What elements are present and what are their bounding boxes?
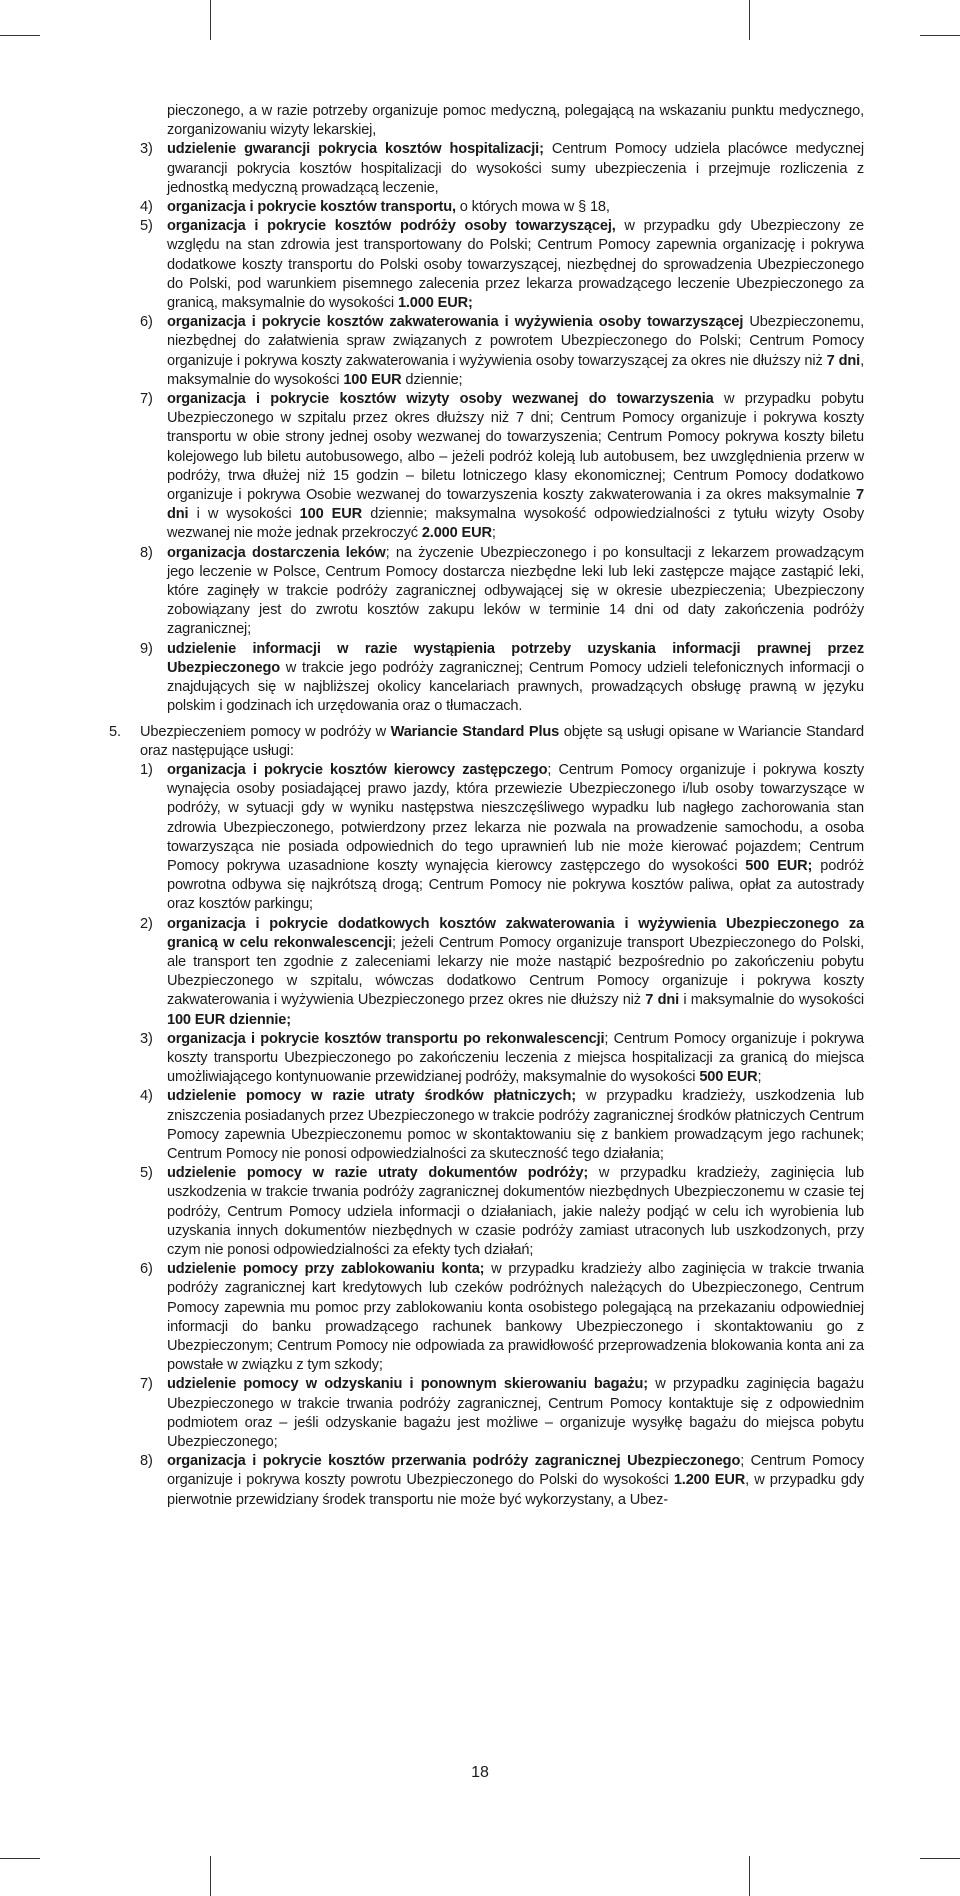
item-number: 4) (140, 199, 153, 216)
item-text: , w przypadku gdy pierwotnie przewidziany środek transportu nie może być wykorzystany, a Ubez- (167, 1472, 864, 1508)
item-text: , maksymalnie do wysokości (167, 352, 864, 388)
item-text: o których mowa w § 18, (455, 199, 610, 216)
section-5 (109, 723, 864, 761)
crop-mark (920, 35, 960, 36)
item-bold-text: 2.000 EUR (421, 525, 492, 542)
list-item (140, 761, 864, 915)
item-text: ; Centrum Pomocy organizuje i pokrywa koszty wynajęcia osoby posiadającej prawo jazdy, która przewiezie Ubezpieczonego i/lub osoby towarzyszące w podróży, w sytuacji gdy w wyniku następstwa nieszczęśliwego wypadku lub nagłego zachorowania stan zdrowia Ubezpieczonego, potwierdzony przez lekarza nie pozwala na prowadzenie samochodu, a osoba towarzysząca nie posiada odpowiednich do tego uprawnień lub nie może kierować pojazdem; Centrum Pomocy pokrywa uzasadnione koszty wynajęcia kierowcy zastępczego do wysokości (167, 761, 864, 874)
item-bold-text: udzielenie pomocy w odzyskaniu i ponownym skierowaniu bagażu; (167, 1376, 648, 1393)
list-b (140, 761, 864, 1510)
item-text: dziennie; (401, 371, 463, 388)
item-number: 3) (140, 1030, 153, 1047)
item-text: i w wysokości (188, 506, 300, 523)
item-text: Ubezpieczonemu, niezbędnej do załatwienia spraw związanych z powrotem Ubezpieczonego do Polski; Centrum Pomocy organizuje i pokrywa koszty zakwaterowania i wyżywienia osoby towarzyszącej za okres nie dłuższy niż (167, 314, 864, 369)
item-number: 2) (140, 915, 153, 932)
item-number: 8) (140, 1453, 153, 1470)
item-bold-text: organizacja i pokrycie kosztów wizyty osoby wezwanej do towarzyszenia (167, 391, 714, 408)
list-item (140, 1260, 864, 1375)
item-number: 5) (140, 1165, 153, 1182)
section-text-end: objęte są usługi opisane w Wariancie Standard oraz następujące usługi: (140, 723, 864, 759)
item-number: 7) (140, 1376, 153, 1393)
item-number: 7) (140, 391, 153, 408)
list-a (140, 140, 864, 716)
item-bold-text: 7 dni (167, 487, 864, 523)
item-bold-text: 100 EUR (343, 371, 402, 388)
item-bold-text: 100 EUR (299, 506, 363, 523)
item-text: w przypadku gdy Ubezpieczony ze względu na stan zdrowia jest transportowany do Polski; Centrum Pomocy zapewnia organizację i pokrywa dodatkowe koszty transportu do Polski osoby towarzyszącej, niezbędnej do sprowadzenia Ubezpieczonego do Polski, pod warunkiem pisemnego zalecenia przez lekarza prowadzącego leczenie Ubezpieczonego za granicą, maksymalnie do wysokości (167, 218, 864, 312)
list-item (140, 1164, 864, 1260)
item-text: podróż powrotna odbywa się najkrótszą drogą; Centrum Pomocy nie pokrywa kosztów paliwa, opłat za autostrady oraz kosztów parkingu; (167, 857, 864, 913)
item-text: w przypadku zaginięcia bagażu Ubezpieczonego w trakcie trwania podróży zagranicznej, Centrum Pomocy kontaktuje się z odpowiednim podmiotem oraz – jeśli odzyskanie bagażu jest możliwe – organizuje wysyłkę bagażu do miejsca pobytu Ubezpieczonego; (167, 1376, 864, 1451)
item-bold-text: udzielenie pomocy przy zablokowaniu konta; (167, 1261, 485, 1278)
item-bold-text: organizacja i pokrycie kosztów przerwania podróży zagranicznej Ubezpieczonego (167, 1453, 741, 1470)
crop-mark (749, 0, 750, 40)
crop-mark (749, 1856, 750, 1896)
item-number: 8) (140, 544, 153, 561)
crop-mark (0, 1858, 40, 1859)
item-bold-text: organizacja dostarczenia leków (167, 544, 386, 561)
document-body (109, 102, 865, 1510)
list-item (140, 544, 864, 640)
item-number: 9) (140, 640, 153, 657)
item-bold-text: 7 dni (645, 992, 679, 1009)
item-bold-text: 500 EUR (699, 1069, 758, 1086)
list-item (140, 1375, 864, 1452)
item-bold-text: organizacja i pokrycie kosztów kierowcy zastępczego (167, 761, 548, 778)
item-number: 3) (140, 141, 153, 158)
item-text: w przypadku kradzieży, zaginięcia lub uszkodzenia w trakcie trwania podróży zagranicznej dokumentów niezbędnych Ubezpieczonemu w czasie tej podróży, Centrum Pomocy udziela informacji o działaniach, jakie należy podjąć w celu ich wyrobienia lub uzyskania innych dokumentów niezbędnych w czasie podróży zamiast utraconych lub uszkodzonych, przy czym nie ponosi odpowiedzialności za efekty tych działań; (167, 1165, 864, 1258)
item-text: dziennie; maksymalna wysokość odpowiedzialności z tytułu wizyty Osoby wezwanej nie może jednak przekroczyć (167, 506, 864, 542)
item-number: 6) (140, 1261, 153, 1278)
page-number: 18 (471, 1764, 489, 1781)
crop-mark (0, 35, 40, 36)
list-item (140, 140, 864, 198)
item-bold-text: 500 EUR; (745, 857, 813, 874)
list-item (140, 217, 864, 313)
list-item (140, 390, 864, 544)
item-number: 4) (140, 1088, 153, 1105)
item-text: Centrum Pomocy udziela placówce medycznej gwarancji pokrycia kosztów hospitalizacji do wysokości sumy ubezpieczenia i przejmuje rozliczenia z jednostką medyczną prowadzącą leczenie, (167, 141, 864, 196)
item-text: ; (491, 525, 496, 542)
item-text: ; jeżeli Centrum Pomocy organizuje transport Ubezpieczonego do Polski, ale transport ten zgodnie z zaleceniami lekarzy nie może nastąpić bezpośrednio po zakończeniu pobytu Ubezpieczonego w szpitalu, wówczas dodatkowo Centrum Pomocy organizuje i pokrywa koszty zakwaterowania i wyżywienia Ubezpieczonego przez okres nie dłuższy niż (167, 934, 864, 1009)
item-bold-text: 1.200 EUR (673, 1472, 746, 1489)
crop-mark (920, 1858, 960, 1859)
item-text: ; (757, 1069, 762, 1086)
list-item (140, 1452, 864, 1510)
item-bold-text: udzielenie informacji w razie wystąpienia potrzeby uzyskania informacji prawnej przez Ubezpieczonego (167, 640, 864, 676)
list-item (140, 1087, 864, 1164)
list-item (140, 915, 864, 1030)
crop-mark (210, 0, 211, 40)
item-text: w przypadku kradzieży albo zaginięcia w trakcie trwania podróży zagranicznej kart kredytowych lub czeków podróżnych należących do Ubezpieczonego, Centrum Pomocy zapewnia mu pomoc przy zablokowaniu konta osobistego polegającą na przekazaniu odpowiedniej informacji do banku prowadzącego rachunek bankowy Ubezpieczonego i skontaktowaniu go z Ubezpieczonym; Centrum Pomocy nie odpowiada za prawidłowość przeprowadzenia blokowania konta ani za powstałe w związku z tym szkody; (167, 1261, 864, 1374)
list-item (140, 1030, 864, 1088)
item-bold-text: 1.000 EUR; (397, 295, 473, 312)
item-bold-text: organizacja i pokrycie kosztów transportu po rekonwalescencji (167, 1030, 605, 1047)
list-item (140, 313, 864, 390)
continuation-paragraph: pieczonego, a w razie potrzeby organizuje pomoc medyczną, polegającą na wskazaniu punktu medycznego, zorganizowaniu wizyty lekarskiej, (167, 103, 864, 139)
item-number: 1) (140, 761, 153, 778)
item-bold-text: organizacja i pokrycie dodatkowych kosztów zakwaterowania i wyżywienia Ubezpieczonego za granicą w celu rekonwalescencji (167, 915, 864, 951)
item-bold-text: 100 EUR dziennie; (167, 1011, 291, 1028)
item-text: ; Centrum Pomocy organizuje i pokrywa koszty powrotu Ubezpieczonego do Polski do wysokości (167, 1453, 864, 1489)
item-bold-text: 7 dni (826, 352, 861, 369)
crop-mark (210, 1856, 211, 1896)
list-item (140, 198, 864, 217)
section-number: 5. (109, 723, 121, 740)
item-number: 5) (140, 218, 153, 235)
item-bold-text: udzielenie gwarancji pokrycia kosztów hospitalizacji; (167, 141, 544, 158)
list-item (140, 640, 864, 717)
item-number: 6) (140, 314, 153, 331)
item-text: ; na życzenie Ubezpieczonego i po konsultacji z lekarzem prowadzącym jego leczenie w Polsce, Centrum Pomocy dostarcza niezbędne leki lub leki zastępcze mające zastąpić leki, które zaginęły w trakcie podróży zagranicznej odbywającej się w okresie ubezpieczenia; Ubezpieczony zobowiązany jest do zwrotu kosztów zakupu leków w terminie 14 dni od daty zakończenia podróży zagranicznej; (167, 544, 864, 638)
item-text: i maksymalnie do wysokości (679, 992, 865, 1009)
item-bold-text: organizacja i pokrycie kosztów transportu, (167, 199, 456, 216)
item-text: w przypadku kradzieży, uszkodzenia lub zniszczenia posiadanych przez Ubezpieczonego w trakcie podróży zagranicznej środków płatniczych Centrum Pomocy zapewnia Ubezpieczonemu pomoc w skontaktowaniu się z bankiem prowadzącym jego rachunek; Centrum Pomocy nie ponosi odpowiedzialności za skuteczność tego działania; (167, 1088, 864, 1162)
section-text: Ubezpieczeniem pomocy w podróży w (140, 723, 391, 740)
item-bold-text: udzielenie pomocy w razie utraty środków płatniczych; (167, 1088, 576, 1105)
item-bold-text: organizacja i pokrycie kosztów podróży osoby towarzyszącej, (167, 218, 616, 235)
item-text: w trakcie jego podróży zagranicznej; Centrum Pomocy udzieli telefonicznych informacji o znajdujących się w najbliższej okolicy kancelariach prawnych, prowadzących obsługę prawną w języku polskim i godzinach ich urzędowania oraz o tłumaczach. (167, 659, 864, 715)
item-bold-text: udzielenie pomocy w razie utraty dokumentów podróży; (167, 1165, 589, 1182)
item-bold-text: organizacja i pokrycie kosztów zakwaterowania i wyżywienia osoby towarzyszącej (167, 314, 744, 331)
item-text: ; Centrum Pomocy organizuje i pokrywa koszty transportu Ubezpieczonego po zakończeniu leczenia z miejsca hospitalizacji za granicą do miejsca umożliwiającego kontynuowanie przewidzianej podróży, maksymalnie do wysokości (167, 1030, 864, 1086)
item-text: w przypadku pobytu Ubezpieczonego w szpitalu przez okres dłuższy niż 7 dni; Centrum Pomocy organizuje i pokrywa koszty transportu w obie strony jednej osoby wezwanej do towarzyszenia; Centrum Pomocy pokrywa koszty biletu kolejowego lub biletu autobusowego, albo – jeżeli podróż koleją lub autobusem, bez uwzględnienia przerw w podróży, trwa dłużej niż 15 godzin – biletu lotniczego klasy ekonomicznej; Centrum Pomocy dodatkowo organizuje i pokrywa Osobie wezwanej do towarzyszenia koszty zakwaterowania i za okres maksymalnie (167, 391, 864, 504)
section-variant-name: Wariancie Standard Plus (390, 723, 560, 740)
